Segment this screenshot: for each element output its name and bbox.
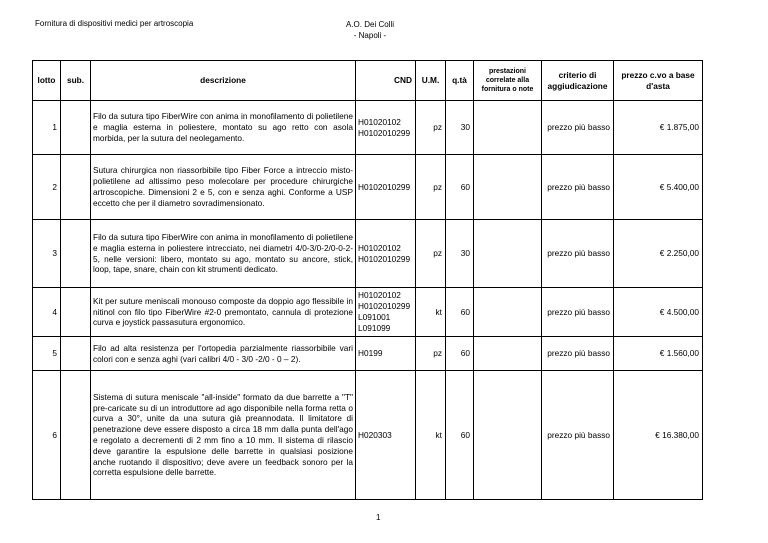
table-row	[33, 337, 703, 371]
col-header-sub: sub.	[61, 61, 91, 101]
cell-criterio: prezzo più basso	[542, 371, 614, 500]
cell-um: kt	[416, 288, 446, 337]
col-header-descrizione: descrizione	[91, 61, 356, 101]
cell-sub	[61, 371, 91, 500]
cell-lotto: 6	[33, 371, 61, 500]
cell-qta: 60	[446, 337, 474, 371]
cell-lotto: 5	[33, 337, 61, 371]
col-header-um: U.M.	[416, 61, 446, 101]
cell-descrizione: Sistema di sutura meniscale "all-inside" formato da due barrette a "T" pre-caricate su di un introduttore ad ago disponibile nella forma retta o curva a 30°, unite da una sutura già preannodata. Il limitatore di penetrazione deve essere disposto a circa 18 mm dalla punta dell'ago e regolato a decrementi di 2 mm fino a 10 mm. Il sistema di rilascio deve garantire la espulsione delle barrette in qualsiasi posizione anche ruotando il dispositivo; deve avere un feedback sonoro per la corretta espulsione delle barrette.	[91, 371, 356, 500]
cell-criterio: prezzo più basso	[542, 155, 614, 220]
page-number: 1	[376, 513, 381, 522]
cell-um: pz	[416, 220, 446, 288]
table-row	[33, 155, 703, 220]
cell-descrizione: Filo ad alta resistenza per l'ortopedia parzialmente riassorbibile vari colori con e senza aghi (vari calibri 4/0 - 3/0 -2/0 - 0 – 2).	[91, 337, 356, 371]
cell-prestazioni	[474, 371, 542, 500]
cell-descrizione: Filo da sutura tipo FiberWire con anima in monofilamento di polietilene e maglia esterna in poliestere intrecciato, nei diametri 4/0-3/0-2/0-0-2-5, nelle versioni: libero, montato su ago, montato su ancore, stick, loop, tape, snare, chain con kit strumenti dedicato.	[91, 220, 356, 288]
cell-prestazioni	[474, 337, 542, 371]
cell-sub	[61, 101, 91, 155]
cell-cnd: H01020102 H0102010299	[356, 101, 416, 155]
col-header-prezzo: prezzo c.vo a base d'asta	[614, 61, 703, 101]
cell-um: kt	[416, 371, 446, 500]
cell-sub	[61, 220, 91, 288]
cell-qta: 30	[446, 220, 474, 288]
cell-prestazioni	[474, 101, 542, 155]
col-header-prestazioni: prestazioni correlate alla fornitura o note	[474, 61, 542, 101]
cell-cnd: H0199	[356, 337, 416, 371]
cell-qta: 60	[446, 155, 474, 220]
cell-prestazioni	[474, 155, 542, 220]
cell-lotto: 3	[33, 220, 61, 288]
table-row	[33, 371, 703, 500]
cell-prezzo: € 4.500,00	[614, 288, 703, 337]
cell-criterio: prezzo più basso	[542, 101, 614, 155]
cell-descrizione: Sutura chirurgica non riassorbibile tipo Fiber Force a intreccio misto-polietilene ad altissimo peso molecolare per procedure chirurgiche artroscopiche. Dimensioni 2 e 5, con e senza aghi. Conforme a USP eccetto che per il diametro sovradimensionato.	[91, 155, 356, 220]
cell-prezzo: € 1.560,00	[614, 337, 703, 371]
col-header-criterio: criterio di aggiudicazione	[542, 61, 614, 101]
cell-qta: 30	[446, 101, 474, 155]
cell-um: pz	[416, 101, 446, 155]
col-header-qta: q.tà	[446, 61, 474, 101]
cell-criterio: prezzo più basso	[542, 288, 614, 337]
cell-sub	[61, 288, 91, 337]
table-row	[33, 220, 703, 288]
col-header-cnd: CND	[356, 61, 416, 101]
header-org-name: A.O. Dei Colli	[345, 20, 394, 29]
cell-descrizione: Filo da sutura tipo FiberWire con anima in monofilamento di polietilene e maglia esterna in poliestere, montato su ago retto con asola morbida, per la sutura del neolegamento.	[91, 101, 356, 155]
cell-sub	[61, 155, 91, 220]
cell-criterio: prezzo più basso	[542, 337, 614, 371]
cell-prestazioni	[474, 220, 542, 288]
cell-lotto: 4	[33, 288, 61, 337]
cell-lotto: 1	[33, 101, 61, 155]
cell-qta: 60	[446, 288, 474, 337]
cell-prezzo: € 5.400,00	[614, 155, 703, 220]
col-header-lotto: lotto	[33, 61, 61, 101]
cell-descrizione: Kit per suture meniscali monouso composte da doppio ago flessibile in nitinol con filo tipo FiberWire #2-0 premontato, cannula di protezione curva e joystick passasutura ergonomico.	[91, 288, 356, 337]
header-org-city: - Napoli -	[353, 31, 387, 40]
table-header-row	[33, 61, 703, 101]
document-header-org	[330, 19, 410, 41]
cell-cnd: H01020102 H0102010299	[356, 220, 416, 288]
cell-cnd: H01020102 H0102010299 L091001 L091099	[356, 288, 416, 337]
cell-qta: 60	[446, 371, 474, 500]
table-row	[33, 288, 703, 337]
cell-cnd: H020303	[356, 371, 416, 500]
cell-prestazioni	[474, 288, 542, 337]
cell-sub	[61, 337, 91, 371]
document-header-title: Fornitura di dispositivi medici per artroscopia	[35, 19, 194, 28]
cell-cnd: H0102010299	[356, 155, 416, 220]
cell-um: pz	[416, 337, 446, 371]
cell-lotto: 2	[33, 155, 61, 220]
cell-prezzo: € 1.875,00	[614, 101, 703, 155]
cell-prezzo: € 16.380,00	[614, 371, 703, 500]
lots-table	[32, 60, 703, 500]
cell-um: pz	[416, 155, 446, 220]
table-row	[33, 101, 703, 155]
cell-criterio: prezzo più basso	[542, 220, 614, 288]
cell-prezzo: € 2.250,00	[614, 220, 703, 288]
